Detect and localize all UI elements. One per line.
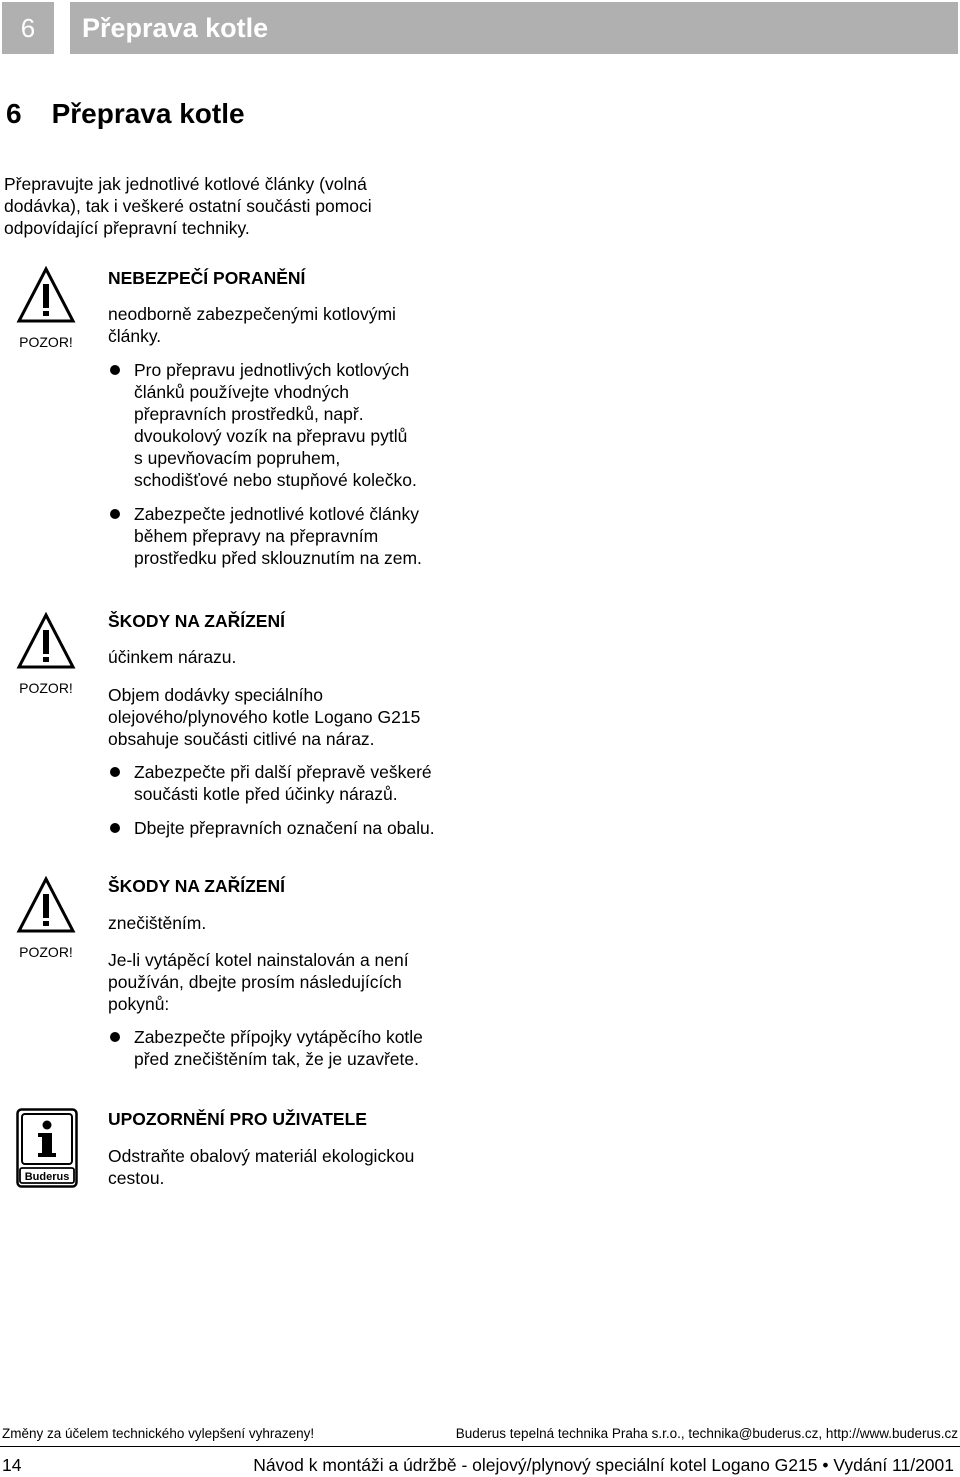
bullet-dot-icon xyxy=(110,509,120,519)
warning-sign-3 xyxy=(0,876,76,960)
bullet-line: součásti kotle před účinky nárazů. xyxy=(134,784,398,804)
warning-line: používán, dbejte prosím následujících xyxy=(108,972,402,992)
bullet-item xyxy=(108,817,435,839)
warning-line: olejového/plynového kotle Logano G215 xyxy=(108,707,421,727)
bullet-line: Zabezpečte jednotlivé kotlové články xyxy=(134,504,420,524)
warning-label: POZOR! xyxy=(19,944,73,960)
warning-triangle-icon xyxy=(16,876,76,934)
bullet-item xyxy=(108,359,417,491)
intro-line: odpovídající přepravní techniky. xyxy=(4,218,250,238)
warning-label: POZOR! xyxy=(19,680,73,696)
notice-heading: UPOZORNĚNÍ PRO UŽIVATELE xyxy=(108,1109,367,1129)
warning-line: Objem dodávky speciálního xyxy=(108,685,323,705)
warning-text: účinkem nárazu. xyxy=(108,647,237,667)
buderus-logo-text: Buderus xyxy=(24,1171,70,1183)
footer-divider xyxy=(0,1446,960,1447)
bullet-item xyxy=(108,761,432,805)
chapter-number: 6 xyxy=(20,12,36,43)
document-title: Návod k montáži a údržbě - olejový/plynový speciální kotel Logano G215 • Vydání 11/2001 xyxy=(253,1455,954,1475)
info-buderus-icon xyxy=(16,1108,78,1188)
footer-company-contact: Buderus tepelná technika Praha s.r.o., technika@buderus.cz, http://www.buderus.cz xyxy=(455,1426,958,1441)
warning-sign-1 xyxy=(0,266,76,350)
section-title xyxy=(6,98,245,130)
bullet-dot-icon xyxy=(110,823,120,833)
bullet-line: Dbejte přepravních označení na obalu. xyxy=(134,818,435,838)
bullet-line: s upevňovacím popruhem, xyxy=(134,448,341,468)
bullet-line: před znečištěním tak, že je uzavřete. xyxy=(134,1049,419,1069)
warning-line: obsahuje součásti citlivé na náraz. xyxy=(108,729,375,749)
bullet-line: prostředku před sklouznutím na zem. xyxy=(134,548,422,568)
section-title-text: Přeprava kotle xyxy=(51,98,245,129)
bullet-dot-icon xyxy=(110,767,120,777)
bullet-dot-icon xyxy=(110,1032,120,1042)
warning-sign-2 xyxy=(0,612,76,696)
warning-heading: ŠKODY NA ZAŘÍZENÍ xyxy=(108,876,285,896)
footer-disclaimer: Změny za účelem technického vylepšení vyhrazeny! xyxy=(2,1426,315,1441)
warning-triangle-icon xyxy=(16,266,76,324)
intro-line: Přepravujte jak jednotlivé kotlové články (volná xyxy=(4,174,367,194)
notice-line: Odstraňte obalový materiál ekologickou xyxy=(108,1146,415,1166)
bullet-line: Pro přepravu jednotlivých kotlových xyxy=(134,360,410,380)
warning-line: články. xyxy=(108,326,162,346)
warning-heading: ŠKODY NA ZAŘÍZENÍ xyxy=(108,611,285,631)
chapter-title: Přeprava kotle xyxy=(82,12,269,43)
bullet-item xyxy=(108,503,422,569)
warning-heading: NEBEZPEČÍ PORANĚNÍ xyxy=(108,268,306,288)
notice-text xyxy=(108,1145,414,1189)
bullet-dot-icon xyxy=(110,365,120,375)
bullet-line: dvoukolový vozík na přepravu pytlů xyxy=(134,426,408,446)
warning-text xyxy=(108,303,396,347)
warning-line: neodborně zabezpečenými kotlovými xyxy=(108,304,396,324)
bullet-line: Zabezpečte při další přepravě veškeré xyxy=(134,762,432,782)
warning-paragraph xyxy=(108,684,420,750)
warning-triangle-icon xyxy=(16,612,76,670)
warning-line: Je-li vytápěcí kotel nainstalován a není xyxy=(108,950,409,970)
warning-text: znečištěním. xyxy=(108,913,207,933)
bullet-line: přepravních prostředků, např. xyxy=(134,404,364,424)
chapter-title-bar xyxy=(70,2,958,54)
intro-paragraph xyxy=(4,173,372,239)
bullet-line: schodišťové nebo stupňové kolečko. xyxy=(134,470,417,490)
bullet-line: Zabezpečte přípojky vytápěcího kotle xyxy=(134,1027,423,1047)
bullet-line: během přepravy na přepravním xyxy=(134,526,379,546)
warning-line: pokynů: xyxy=(108,994,170,1014)
bullet-item xyxy=(108,1026,423,1070)
section-number: 6 xyxy=(6,98,22,129)
intro-line: dodávka), tak i veškeré ostatní součásti pomoci xyxy=(4,196,372,216)
warning-paragraph xyxy=(108,949,409,1015)
warning-label: POZOR! xyxy=(19,334,73,350)
bullet-line: článků používejte vhodných xyxy=(134,382,349,402)
page-number: 14 xyxy=(2,1455,22,1475)
chapter-number-badge xyxy=(2,2,54,54)
notice-line: cestou. xyxy=(108,1168,165,1188)
